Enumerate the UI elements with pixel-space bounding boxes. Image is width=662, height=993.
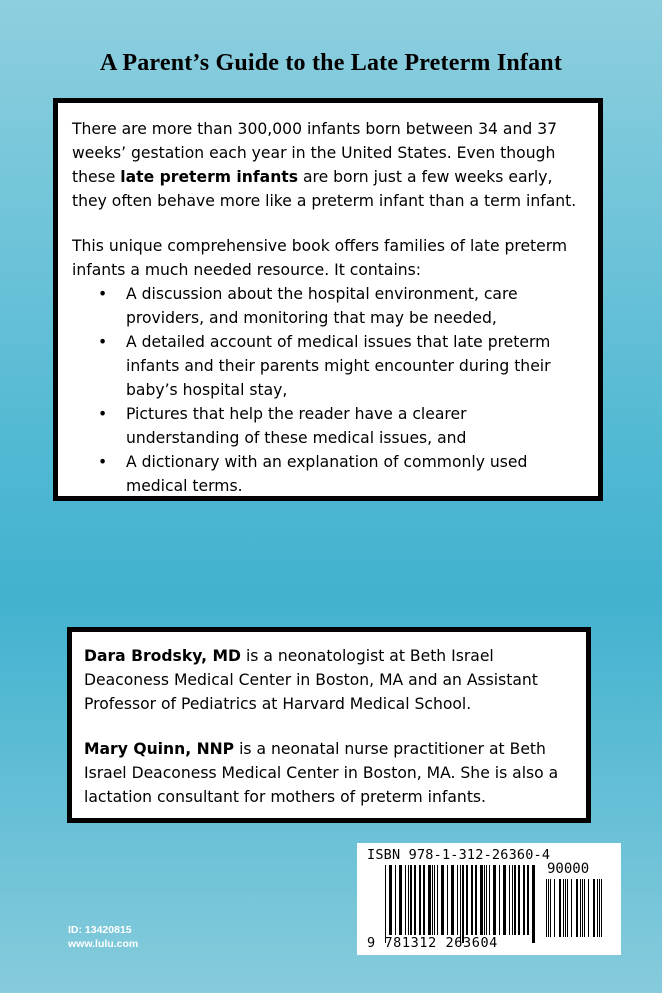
publisher-info <box>68 923 138 951</box>
author-bio-1: Dara Brodsky, MD is a neonatologist at Beth Israel Deaconess Medical Center in Boston, MA and an Assistant Professor of Pediatrics at Harvard Medical School. <box>84 647 538 713</box>
summary-box <box>53 98 603 501</box>
bullet-icon: • <box>98 285 108 303</box>
publisher-id: ID: 13420815 <box>68 924 132 936</box>
bullet-icon: • <box>98 453 108 471</box>
list-item: • A dictionary with an explanation of commonly used medical terms. <box>72 450 582 498</box>
author-bio-2: Mary Quinn, NNP is a neonatal nurse practitioner at Beth Israel Deaconess Medical Center in Boston, MA. She is also a lactation consultant for mothers of preterm infants. <box>84 740 559 806</box>
list-item: • Pictures that help the reader have a clearer understanding of these medical issues, and <box>72 402 582 450</box>
list-item: • A discussion about the hospital environment, care providers, and monitoring that may be needed, <box>72 282 582 330</box>
bullet-icon: • <box>98 333 108 351</box>
authors-box <box>67 627 591 823</box>
bullet-icon: • <box>98 405 108 423</box>
isbn-label: ISBN 978-1-312-26360-4 <box>367 847 551 863</box>
summary-paragraph-2: This unique comprehensive book offers families of late preterm infants a much needed resource. It contains: <box>72 237 568 279</box>
emphasis-late-preterm: late preterm infants <box>120 168 299 186</box>
barcode-panel <box>357 843 621 955</box>
summary-paragraph-1: There are more than 300,000 infants born between 34 and 37 weeks’ gestation each year in the United States. Even though these late preterm infants are born just a few weeks early, they often behave more like a preterm infant than a term infant. <box>72 120 577 210</box>
author-name-2: Mary Quinn, NNP <box>84 740 235 758</box>
isbn-barcode <box>385 865 535 943</box>
list-item: • A detailed account of medical issues that late preterm infants and their parents might encounter during their baby’s hospital stay, <box>72 330 582 402</box>
author-name-1: Dara Brodsky, MD <box>84 647 241 665</box>
book-title: A Parent’s Guide to the Late Preterm Infant <box>99 50 563 76</box>
price-barcode <box>546 879 604 937</box>
price-code-label: 90000 <box>547 861 590 877</box>
isbn-digits: 9 781312 263604 <box>367 935 498 951</box>
publisher-url: www.lulu.com <box>68 938 139 950</box>
contents-list <box>72 282 582 498</box>
